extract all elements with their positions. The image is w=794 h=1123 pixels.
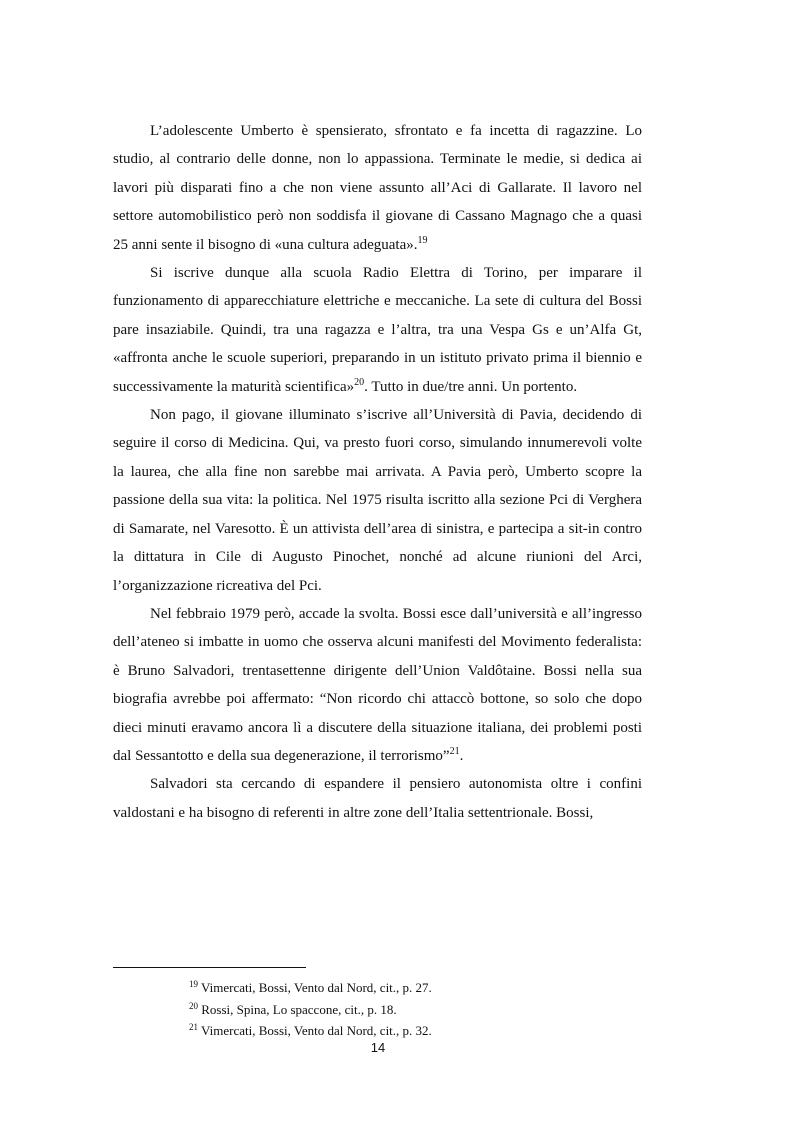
footnote-separator [113,967,306,968]
paragraph-5 [113,770,642,827]
paragraph-tail: . [459,747,464,764]
footnote-text: Vimercati, Bossi, Vento dal Nord, cit., p. 32. [201,1023,432,1039]
footnote-20 [189,999,649,1021]
body-text [113,117,642,827]
paragraph-text: Si iscrive dunque alla scuola Radio Elettra di Torino, per imparare il funzionamento di apparecchiature elettriche e meccaniche. La sete di cultura del Bossi pare insaziabile. Quindi, tra una ragazza e l’altra, tra una Vespa Gs e un’Alfa Gt, «affronta anche le scuole superiori, preparando in un istituto privato prima il biennio e successivamente la maturità scientifica» [113,265,642,395]
paragraph-text: L’adolescente Umberto è spensierato, sfrontato e fa incetta di ragazzine. Lo studio, al contrario delle donne, non lo appassiona. Terminate le medie, si dedica ai lavori più disparati fino a che non viene assunto all’Aci di Gallarate. Il lavoro nel settore automobilistico però non soddisfa il giovane di Cassano Magnago che a quasi 25 anni sente il bisogno di «una cultura adeguata». [113,123,642,253]
footnote-ref-20[interactable]: 20 [354,376,365,388]
paragraph-text: Non pago, il giovane illuminato s’iscrive all’Università di Pavia, decidendo di seguire il corso di Medicina. Qui, va presto fuori corso, simulando innumerevoli volte la laurea, che alla fine non sarebbe mai arrivata. A Pavia però, Umberto scopre la passione della sua vita: la politica. Nel 1975 risulta iscritto alla sezione Pci di Verghera di Samarate, nel Varesotto. È un attivista dell’area di sinistra, e partecipa a sit-in contro la dittatura in Cile di Augusto Pinochet, nonché ad alcune riunioni del Arci, l’organizzazione ricreativa del Pci. [113,407,642,594]
paragraph-text: Salvadori sta cercando di espandere il pensiero autonomista oltre i confini valdostani e ha bisogno di referenti in altre zone dell’Italia settentrionale. Bossi, [113,776,642,821]
paragraph-2 [113,259,642,401]
footnote-number: 21 [189,1022,198,1033]
paragraph-text: Nel febbraio 1979 però, accade la svolta. Bossi esce dall’università e all’ingresso dell’ateneo si imbatte in uomo che osserva alcuni manifesti del Movimento federalista: è Bruno Salvadori, trentasettenne dirigente dell’Union Valdôtaine. Bossi nella sua biografia avrebbe poi affermato: “Non ricordo chi attaccò bottone, so solo che dopo dieci minuti eravamo ancora lì a discutere della situazione italiana, dei problemi posti dal Sessantotto e della sua degenerazione, il terrorismo” [113,605,642,764]
footnote-text: Vimercati, Bossi, Vento dal Nord, cit., p. 27. [201,980,432,995]
footnote-21 [189,1020,649,1042]
footnote-19 [189,977,649,999]
footnote-text: Rossi, Spina, Lo spaccone, cit., p. 18. [201,1001,397,1017]
footnote-number: 19 [189,979,198,989]
footnotes [189,977,649,1042]
paragraph-3 [113,401,642,600]
page-number: 14 [370,1040,386,1055]
footnote-ref-19[interactable]: 19 [417,234,428,246]
paragraph-1 [113,117,642,259]
paragraph-4 [113,600,642,770]
footnote-ref-21[interactable]: 21 [449,745,460,757]
footnote-number: 20 [189,1000,198,1011]
paragraph-tail: . Tutto in due/tre anni. Un portento. [364,378,578,395]
